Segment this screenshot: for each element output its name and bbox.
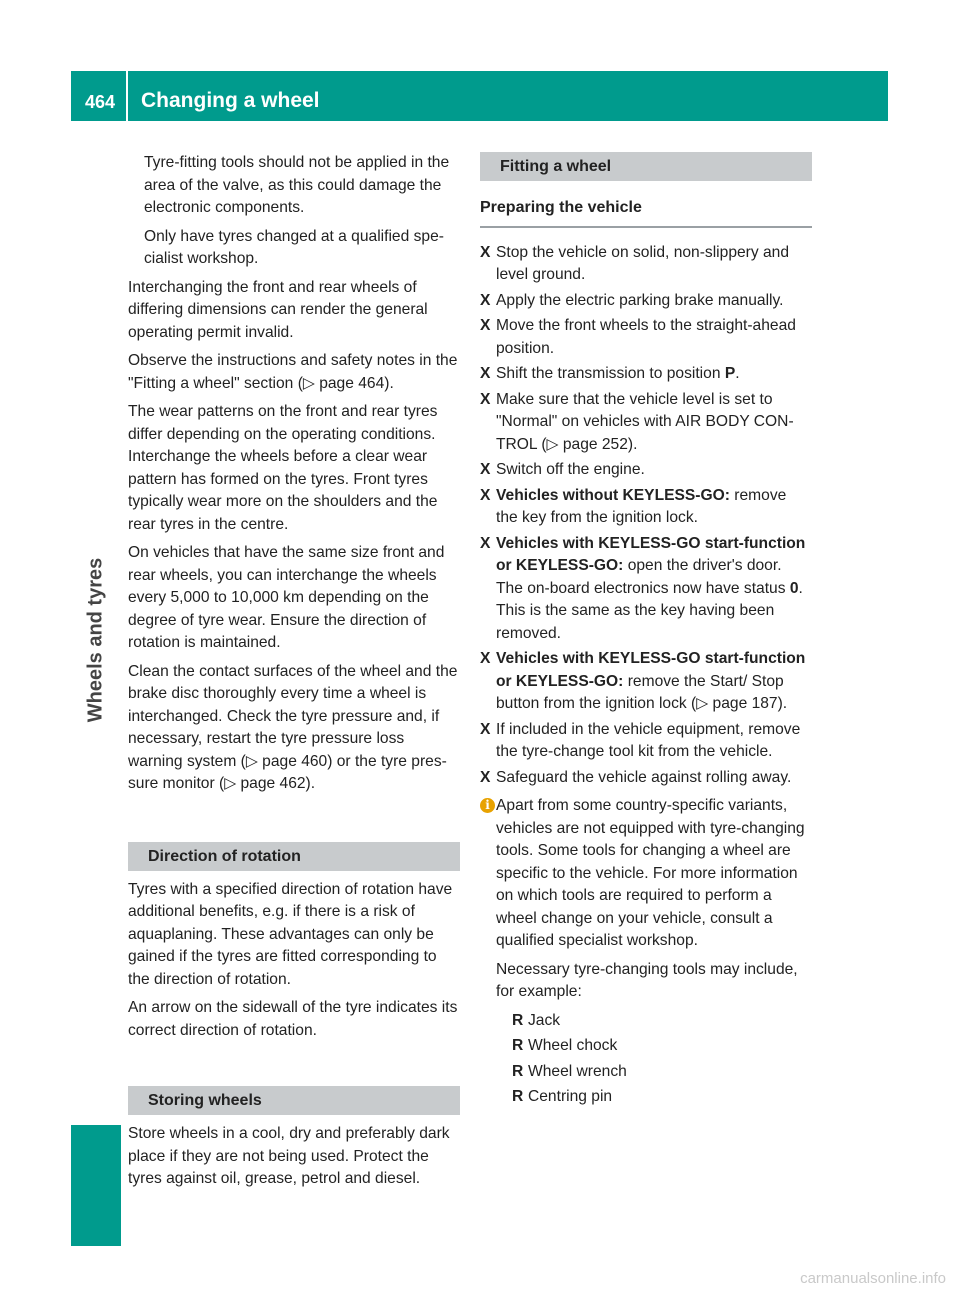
- step-item: [480, 389, 812, 457]
- step-bold-text: Vehicles with KEYLESS-GO start-function or KEYLESS-GO:: [496, 534, 806, 574]
- list-item: [496, 1010, 812, 1033]
- paragraph-observe-instructions: Observe the instructions and safety notes in the "Fitting a wheel" section (▷ page 464).: [128, 352, 458, 392]
- section-heading-fitting: Fitting a wheel: [480, 152, 812, 181]
- paragraph-workshop: Only have tyres changed at a qualified specialist workshop.: [144, 227, 444, 267]
- subheading-preparing: Preparing the vehicle: [480, 189, 812, 228]
- step-note-text-end: . This is the same as the key having been removed.: [496, 579, 803, 642]
- step-marker-icon: X: [480, 317, 491, 334]
- paragraph-direction-benefits: Tyres with a specified direction of rotation have additional benefits, e.g. if there is a risk of aquaplaning. These advantages can only be gained if the tyres are fitted corresponding to the direction of rotation.: [128, 880, 453, 988]
- info-icon: i: [480, 798, 495, 813]
- tool-item-text: Jack: [528, 1011, 561, 1029]
- bullet-marker-icon: R: [512, 1011, 524, 1029]
- tool-item-text: Centring pin: [528, 1088, 613, 1105]
- step-item: [480, 459, 812, 482]
- step-note-text: The on-board electronics now have status: [496, 579, 790, 597]
- step-bold-text: P: [724, 365, 736, 382]
- step-text: Safeguard the vehicle against rolling away.: [496, 768, 792, 786]
- paragraph-clean-contact: Clean the contact surfaces of the wheel and the brake disc thoroughly every time a wheel is interchanged. Check the tyre pressure and, if necessary, restart the tyre pressure loss warning system (▷ page 460) or the tyre pressure monitor (▷ page 462).: [128, 662, 458, 792]
- step-item: [480, 485, 812, 530]
- info-text-tools: Necessary tyre-changing tools may include, for example:: [496, 960, 798, 1000]
- right-column: [480, 152, 812, 1112]
- list-item: [496, 1086, 812, 1109]
- step-text: Stop the vehicle on solid, non-slippery and level ground.: [496, 243, 789, 283]
- step-item: [480, 533, 812, 646]
- step-text-end: .: [735, 365, 740, 382]
- step-text: Make sure that the vehicle level is set to "Normal" on vehicles with AIR BODY CONTROL (▷ page 252).: [496, 390, 794, 453]
- step-text: Apply the electric parking brake manually.: [496, 291, 784, 309]
- step-text: Shift the transmission to position: [496, 365, 725, 382]
- step-text: remove the Start/ Stop button from the ignition lock (▷ page 187).: [496, 672, 788, 712]
- step-item: [480, 363, 812, 386]
- paragraph-valve-warning: Tyre-fitting tools should not be applied in the area of the valve, as this could damage the electronic components.: [144, 154, 450, 216]
- list-item: [496, 1035, 812, 1058]
- bullet-marker-icon: R: [512, 1062, 524, 1080]
- bullet-marker-icon: R: [512, 1037, 524, 1054]
- list-item: [496, 1061, 812, 1084]
- step-marker-icon: X: [480, 461, 491, 478]
- side-tab-label: Wheels and tyres: [84, 557, 107, 723]
- step-marker-icon: X: [480, 390, 491, 408]
- step-text: remove the key from the ignition lock.: [496, 486, 787, 526]
- watermark-url[interactable]: carmanualsonline.info: [800, 1270, 946, 1287]
- step-bold-text: Vehicles with KEYLESS-GO start-function or KEYLESS-GO:: [496, 650, 806, 690]
- step-item: [480, 719, 812, 764]
- paragraph-sidewall-arrow: An arrow on the sidewall of the tyre indicates its correct direction of rotation.: [128, 999, 458, 1039]
- left-column: [128, 152, 460, 1197]
- bullet-marker-icon: R: [512, 1088, 524, 1105]
- step-marker-icon: X: [480, 486, 491, 504]
- page-number: 464: [85, 92, 116, 112]
- step-marker-icon: X: [480, 534, 491, 552]
- step-text: Switch off the engine.: [496, 461, 645, 478]
- step-text: Move the front wheels to the straight-ahead position.: [496, 317, 796, 357]
- step-item: [480, 315, 812, 360]
- header-divider: [126, 71, 128, 121]
- step-item: [480, 290, 812, 313]
- chapter-title: Changing a wheel: [141, 89, 320, 112]
- step-marker-icon: X: [480, 291, 491, 309]
- tool-item-text: Wheel wrench: [528, 1062, 627, 1080]
- step-marker-icon: X: [480, 243, 491, 261]
- step-item: [480, 767, 812, 790]
- paragraph-storing: Store wheels in a cool, dry and preferably dark place if they are not being used. Protect the tyres against oil, grease, petrol and diesel.: [128, 1125, 450, 1187]
- paragraph-interchange-interval: On vehicles that have the same size front and rear wheels, you can interchange the wheels every 5,000 to 10,000 km depending on the degree of tyre wear. Ensure the direction of rotation is maintained.: [128, 544, 445, 651]
- step-marker-icon: X: [480, 365, 491, 382]
- step-text: If included in the vehicle equipment, remove the tyre-change tool kit from the vehicle.: [496, 720, 801, 760]
- paragraph-interchange-dimensions: Interchanging the front and rear wheels of differing dimensions can render the general operating permit invalid.: [128, 278, 428, 341]
- paragraph-wear-patterns: The wear patterns on the front and rear tyres differ depending on the operating conditions. Interchange the wheels before a clear wear pattern has formed on the tyres. Front tyres typically wear more on the shoulders and the rear tyres in the centre.: [128, 403, 438, 533]
- info-note: [480, 795, 812, 1109]
- section-heading-direction: Direction of rotation: [128, 842, 460, 871]
- step-marker-icon: X: [480, 650, 491, 667]
- page-header: [71, 71, 888, 121]
- step-bold-text: Vehicles without KEYLESS-GO:: [496, 486, 730, 504]
- section-heading-storing: Storing wheels: [128, 1086, 460, 1115]
- step-item: [480, 242, 812, 287]
- step-note-bold: 0: [789, 579, 799, 597]
- step-text: open the driver's door.: [623, 557, 782, 574]
- step-marker-icon: X: [480, 720, 491, 738]
- step-item: [480, 648, 812, 716]
- side-tab-marker: [71, 1125, 121, 1246]
- tool-item-text: Wheel chock: [528, 1037, 618, 1054]
- info-text: Apart from some country-specific variants, vehicles are not equipped with tyre-changing tools. Some tools for changing a wheel are specific to the vehicle. For more information on which tools are required to perform a wheel change on your vehicle, consult a qualified specialist workshop.: [496, 797, 805, 949]
- step-marker-icon: X: [480, 768, 491, 786]
